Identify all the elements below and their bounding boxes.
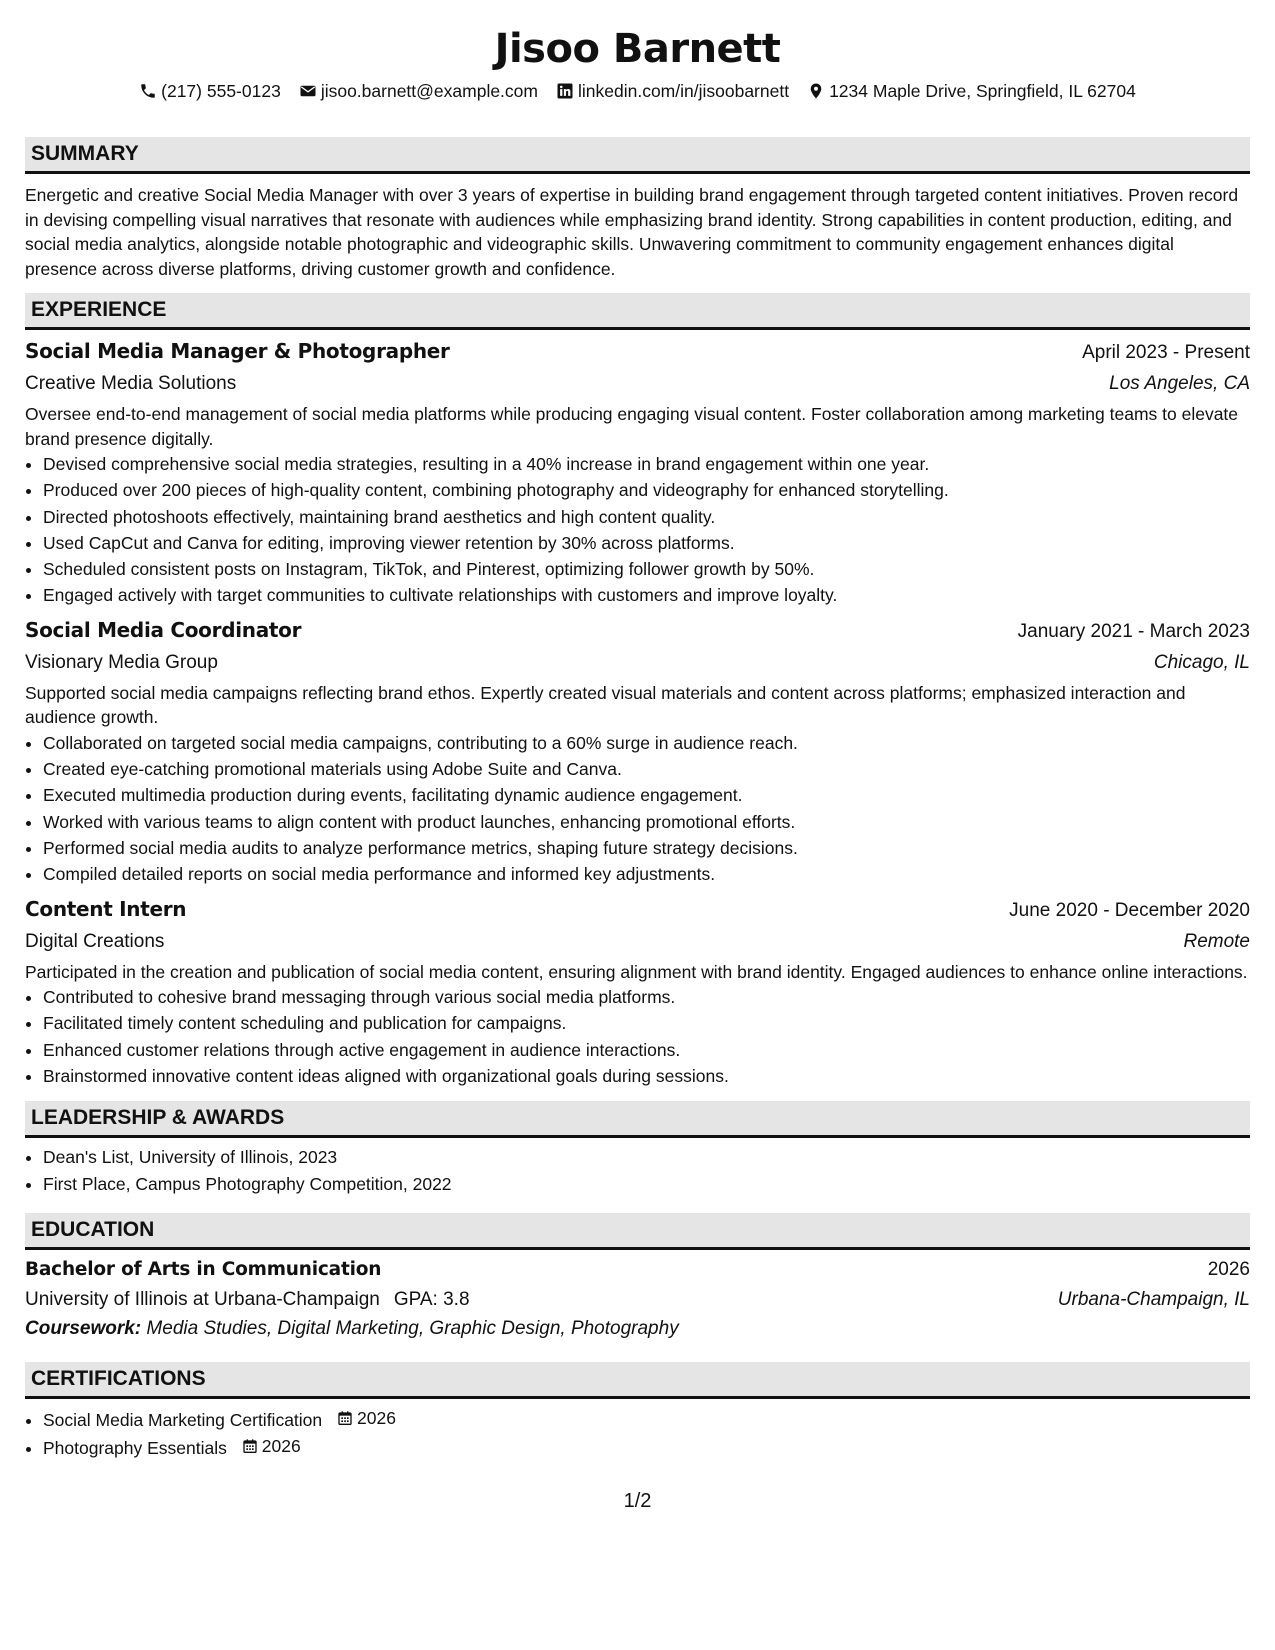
school-location: Urbana-Champaign, IL (1057, 1288, 1250, 1310)
list-item: • Devised comprehensive social media strategies, resulting in a 40% increase in brand engagement within one year. (43, 451, 1250, 477)
gpa: GPA: 3.8 (393, 1288, 470, 1310)
job-bullets (25, 730, 1250, 888)
phone-icon (139, 82, 157, 100)
page-number: 1/2 (623, 1490, 652, 1512)
contact-email[interactable] (299, 81, 538, 102)
job-title: Social Media Coordinator (25, 617, 302, 642)
cert-date (242, 1433, 301, 1459)
certifications-list (25, 1405, 1250, 1462)
list-item: • Performed social media audits to analyze performance metrics, shaping future strategy decisions. (43, 835, 1250, 861)
education-entry (25, 1255, 1250, 1344)
coursework (25, 1314, 1250, 1344)
contact-phone (139, 81, 281, 102)
summary-heading: SUMMARY (25, 137, 1250, 174)
job-location: Chicago, IL (1153, 651, 1250, 673)
list-item (43, 1405, 1250, 1433)
phone-text: (217) 555-0123 (161, 80, 281, 101)
job-company: Visionary Media Group (25, 651, 218, 673)
job-entry (25, 335, 1250, 609)
job-description: Supported social media campaigns reflecting brand ethos. Expertly created visual materials and content across platforms; emphasized interaction and audience growth. (25, 682, 1186, 728)
list-item (43, 1433, 1250, 1461)
job-bullets (25, 451, 1250, 609)
list-item: • Scheduled consistent posts on Instagram, TikTok, and Pinterest, optimizing follower growth by 50%. (43, 556, 1250, 582)
list-item: • Executed multimedia production during events, facilitating dynamic audience engagement. (43, 782, 1250, 808)
summary-text: Energetic and creative Social Media Manager with over 3 years of expertise in building brand engagement through targeted content initiatives. Proven record in devising compelling visual narratives that resonate with audiences while emphasizing brand identity. Strong capabilities in content production, editing, and social media analytics, alongside notable photographic and videographic skills. Unwavering commitment to community engagement enhances digital presence across diverse platforms, driving customer growth and confidence. (25, 185, 1239, 279)
calendar-icon (242, 1438, 258, 1454)
list-item: • Engaged actively with target communities to cultivate relationships with customers and improve loyalty. (43, 582, 1250, 608)
contact-linkedin[interactable] (556, 81, 789, 102)
degree-year: 2026 (1207, 1258, 1250, 1280)
list-item: • Facilitated timely content scheduling and publication for campaigns. (43, 1010, 1250, 1036)
job-entry (25, 893, 1250, 1090)
job-dates: June 2020 - December 2020 (1009, 899, 1250, 921)
leadership-list (25, 1144, 1250, 1197)
degree-title: Bachelor of Arts in Communication (25, 1258, 382, 1280)
cert-date (337, 1405, 396, 1431)
list-item: • Enhanced customer relations through active engagement in audience interactions. (43, 1037, 1250, 1063)
coursework-label: Coursework: (25, 1317, 142, 1339)
list-item: • Contributed to cohesive brand messaging through various social media platforms. (43, 984, 1250, 1010)
job-title: Social Media Manager & Photographer (25, 339, 450, 363)
map-marker-icon (807, 82, 825, 100)
school-line (25, 1285, 470, 1314)
list-item: • Created eye-catching promotional materials using Adobe Suite and Canva. (43, 756, 1250, 782)
list-item: • Produced over 200 pieces of high-quality content, combining photography and videography for enhanced storytelling. (43, 477, 1250, 503)
job-location: Remote (1183, 930, 1250, 952)
job-description: Oversee end-to-end management of social media platforms while producing engaging visual content. Foster collaboration among marketing teams to elevate brand presence digitally. (25, 404, 1239, 449)
job-bullets (25, 984, 1250, 1089)
job-dates: January 2021 - March 2023 (1017, 620, 1250, 642)
address-text: 1234 Maple Drive, Springfield, IL 62704 (829, 80, 1136, 101)
calendar-icon (337, 1410, 353, 1426)
job-dates: April 2023 - Present (1082, 342, 1250, 363)
linkedin-text: linkedin.com/in/jisoobarnett (577, 80, 790, 101)
list-item: • Worked with various teams to align content with product launches, enhancing promotional efforts. (43, 809, 1250, 835)
email-text: jisoo.barnett@example.com (320, 80, 538, 101)
leadership-heading: LEADERSHIP & AWARDS (25, 1101, 1250, 1138)
list-item: • Directed photoshoots effectively, maintaining brand aesthetics and high content quality. (43, 504, 1250, 530)
list-item: • Used CapCut and Canva for editing, improving viewer retention by 30% across platforms. (43, 530, 1250, 556)
candidate-name: Jisoo Barnett (494, 26, 781, 72)
list-item: • First Place, Campus Photography Competition, 2022 (43, 1171, 1250, 1197)
resume-page (25, 0, 1250, 1462)
cert-name: Social Media Marketing Certification (43, 1409, 323, 1430)
list-item: • Collaborated on targeted social media campaigns, contributing to a 60% surge in audience reach. (43, 730, 1250, 756)
coursework-list: Media Studies, Digital Marketing, Graphic Design, Photography (146, 1317, 679, 1339)
job-title: Content Intern (25, 896, 187, 921)
job-description: Participated in the creation and publication of social media content, ensuring alignment with brand identity. Engaged audiences to enhance online interactions. (25, 961, 1248, 982)
cert-year: 2026 (261, 1436, 301, 1457)
contact-address (807, 81, 1136, 102)
list-item: • Brainstormed innovative content ideas aligned with organizational goals during sessions. (43, 1063, 1250, 1089)
cert-year: 2026 (357, 1407, 396, 1428)
list-item: • Compiled detailed reports on social media performance and informed key adjustments. (43, 861, 1250, 887)
contact-bar (25, 76, 1250, 106)
experience-heading: EXPERIENCE (25, 293, 1250, 330)
job-location: Los Angeles, CA (1109, 373, 1250, 394)
envelope-icon (299, 82, 317, 100)
cert-name: Photography Essentials (43, 1438, 227, 1459)
education-heading: EDUCATION (25, 1213, 1250, 1250)
list-item: • Dean's List, University of Illinois, 2023 (43, 1144, 1250, 1170)
linkedin-icon (556, 82, 574, 100)
certifications-heading: CERTIFICATIONS (25, 1362, 1250, 1399)
job-entry (25, 614, 1250, 888)
job-company: Creative Media Solutions (25, 373, 237, 394)
job-company: Digital Creations (25, 930, 165, 952)
school-name: University of Illinois at Urbana-Champaign (25, 1288, 380, 1310)
